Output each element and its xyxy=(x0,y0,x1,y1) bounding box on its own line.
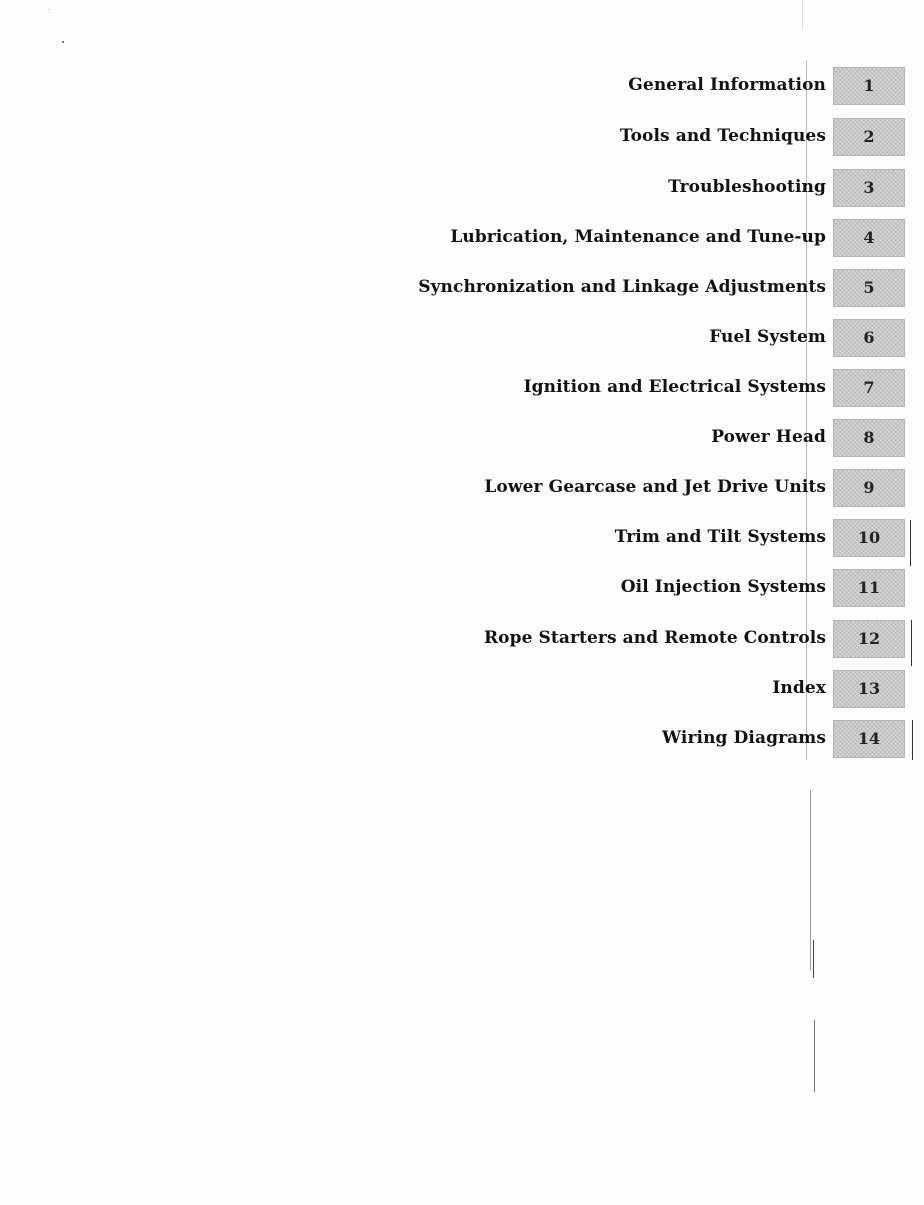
chapter-number: 4 xyxy=(863,228,875,247)
toc-entry-title[interactable]: Lower Gearcase and Jet Drive Units xyxy=(484,477,826,497)
chapter-tab[interactable] xyxy=(833,369,905,407)
chapter-number: 11 xyxy=(857,578,881,597)
chapter-number: 14 xyxy=(857,729,881,748)
chapter-number: 12 xyxy=(857,629,881,648)
toc-entry-title[interactable]: Index xyxy=(772,678,826,698)
toc-entry[interactable] xyxy=(0,369,924,409)
toc-entry[interactable] xyxy=(0,219,924,259)
toc-entry[interactable] xyxy=(0,620,924,660)
chapter-number: 2 xyxy=(863,127,875,146)
chapter-tab[interactable] xyxy=(833,67,905,105)
toc-entry-title[interactable]: Power Head xyxy=(711,427,826,447)
chapter-number: 7 xyxy=(863,378,875,397)
chapter-tab[interactable] xyxy=(833,720,905,758)
toc-entry[interactable] xyxy=(0,319,924,359)
toc-entry[interactable] xyxy=(0,469,924,509)
toc-entry[interactable] xyxy=(0,169,924,209)
toc-entry[interactable] xyxy=(0,720,924,760)
toc-entry-title[interactable]: Trim and Tilt Systems xyxy=(614,527,826,547)
toc-entry-title[interactable]: Lubrication, Maintenance and Tune-up xyxy=(450,227,826,247)
chapter-number: 1 xyxy=(863,76,875,95)
toc-entry-title[interactable]: General Information xyxy=(628,75,826,95)
chapter-tab[interactable] xyxy=(833,319,905,357)
chapter-tab[interactable] xyxy=(833,269,905,307)
toc-entry[interactable] xyxy=(0,670,924,710)
toc-entry[interactable] xyxy=(0,419,924,459)
chapter-number: 3 xyxy=(863,178,875,197)
toc-entry[interactable] xyxy=(0,269,924,309)
chapter-tab[interactable] xyxy=(833,670,905,708)
toc-entry-title[interactable]: Troubleshooting xyxy=(668,177,826,197)
chapter-number: 13 xyxy=(857,679,881,698)
toc-entry-title[interactable]: Oil Injection Systems xyxy=(620,577,826,597)
chapter-number: 6 xyxy=(863,328,875,347)
chapter-number: 10 xyxy=(857,528,881,547)
chapter-tab[interactable] xyxy=(833,219,905,257)
chapter-number: 5 xyxy=(863,278,875,297)
toc-entry[interactable] xyxy=(0,118,924,158)
chapter-number: 8 xyxy=(863,428,875,447)
chapter-tab[interactable] xyxy=(833,620,905,658)
chapter-tab[interactable] xyxy=(833,569,905,607)
toc-entry-title[interactable]: Fuel System xyxy=(709,327,826,347)
chapter-tab[interactable] xyxy=(833,419,905,457)
chapter-tab[interactable] xyxy=(833,469,905,507)
chapter-tab[interactable] xyxy=(833,169,905,207)
toc-entry-title[interactable]: Tools and Techniques xyxy=(619,126,826,146)
chapter-tab[interactable] xyxy=(833,519,905,557)
toc-entry-title[interactable]: Wiring Diagrams xyxy=(662,728,826,748)
toc-entry[interactable] xyxy=(0,519,924,559)
toc-entry-title[interactable]: Synchronization and Linkage Adjustments xyxy=(418,277,826,297)
toc-entry-title[interactable]: Rope Starters and Remote Controls xyxy=(483,628,826,648)
toc-entry[interactable] xyxy=(0,67,924,107)
chapter-tab[interactable] xyxy=(833,118,905,156)
toc-entry-title[interactable]: Ignition and Electrical Systems xyxy=(523,377,826,397)
toc-entry[interactable] xyxy=(0,569,924,609)
chapter-number: 9 xyxy=(863,478,875,497)
